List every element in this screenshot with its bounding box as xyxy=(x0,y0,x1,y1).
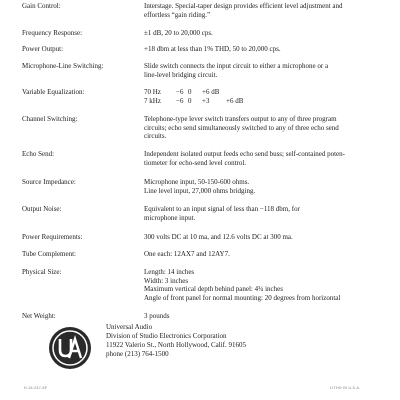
eq-cut: −6 xyxy=(176,96,184,105)
spec-value-line: Angle of front panel for normal mounting: 20 degrees from horizontal xyxy=(144,293,341,302)
eq-frequency: 7 kHz xyxy=(144,96,161,105)
company-division: Division of Studio Electronics Corporation xyxy=(106,332,227,340)
print-code: H-16-247-6F xyxy=(24,386,48,390)
eq-frequency: 70 Hz xyxy=(144,88,161,96)
eq-flat: 0 xyxy=(188,96,192,105)
company-address xyxy=(106,323,246,359)
spec-value xyxy=(144,205,380,222)
spec-value-line: ±1 dB, 20 to 20,000 cps. xyxy=(144,29,213,37)
spec-value-line: Equivalent to an input signal of less than −118 dbm, for xyxy=(144,205,300,213)
spec-label: Power Requirements: xyxy=(22,233,83,241)
spec-value-line: Length: 14 inches xyxy=(144,268,195,276)
spec-value-line: effortless “gain riding.” xyxy=(144,10,211,19)
eq-boost: +3 xyxy=(202,96,210,105)
spec-value xyxy=(144,2,380,19)
spec-label: Power Output: xyxy=(22,45,64,53)
eq-boost-max xyxy=(226,88,256,97)
spec-value-line: 300 volts DC at 10 ma, and 12.6 volts DC at 300 ma. xyxy=(144,233,293,241)
eq-table xyxy=(144,88,380,105)
company-name: Universal Audio xyxy=(106,323,153,331)
spec-value xyxy=(144,178,380,195)
spec-label: Source Impedance: xyxy=(22,178,76,186)
spec-value-line: circuits. xyxy=(144,132,167,140)
spec-value xyxy=(144,233,380,242)
eq-cut: −6 xyxy=(176,88,184,96)
spec-value xyxy=(144,115,380,141)
spec-value-line: Line level input, 27,000 ohms bridging. xyxy=(144,186,256,195)
spec-value-line: Maximum vertical depth behind panel: 4¾ inches xyxy=(144,285,283,293)
spec-label: Tube Complement: xyxy=(22,250,76,258)
spec-value xyxy=(144,250,380,259)
spec-value xyxy=(144,29,380,38)
spec-value-line: Independent isolated output feeds echo send buss; self-contained poten- xyxy=(144,150,345,158)
eq-row xyxy=(144,88,380,97)
litho-note: LITHO IN U.S.A. xyxy=(330,386,361,390)
spec-label: Microphone-Line Switching: xyxy=(22,62,104,70)
spec-value-line: One each: 12AX7 and 12AY7. xyxy=(144,250,230,258)
spec-value xyxy=(144,62,380,79)
company-footer xyxy=(48,323,348,373)
eq-boost: +6 dB xyxy=(202,88,220,96)
spec-value-line: +18 dbm at less than 1% THD, 50 to 20,000 cps. xyxy=(144,45,281,53)
spec-label: Channel Switching: xyxy=(22,115,78,123)
spec-label: Gain Control: xyxy=(22,2,61,10)
spec-label: Variable Equalization: xyxy=(22,88,85,96)
spec-label: Output Noise: xyxy=(22,205,62,213)
spec-label: Physical Size: xyxy=(22,268,62,276)
eq-flat: 0 xyxy=(188,88,192,96)
spec-value-line: circuits; echo send simultaneously switched to any of three echo send xyxy=(144,123,339,132)
spec-value-line: Interstage. Special-taper design provides efficient level adjustment and xyxy=(144,2,343,10)
spec-value-line: Slide switch connects the input circuit to either a microphone or a xyxy=(144,62,329,70)
company-phone: phone (213) 764-1500 xyxy=(106,350,169,358)
spec-value-line: microphone input. xyxy=(144,213,196,222)
spec-value xyxy=(144,268,380,302)
spec-label: Echo Send: xyxy=(22,150,55,158)
eq-boost-max: +6 dB xyxy=(226,96,244,105)
spec-value xyxy=(144,150,380,167)
eq-row xyxy=(144,97,380,106)
ua-logo-icon xyxy=(48,326,92,370)
spec-value-line: Width: 3 inches xyxy=(144,276,189,285)
spec-label: Frequency Response: xyxy=(22,29,83,37)
company-street: 11922 Valerio St., North Hollywood, Calif. 91605 xyxy=(106,341,246,349)
spec-value-line: Microphone input, 50-150-600 ohms. xyxy=(144,178,250,186)
spec-label: Net Weight: xyxy=(22,312,56,320)
spec-value-line: Telephone-type lever switch transfers output to any of three program xyxy=(144,115,337,123)
spec-value-line: tiometer for echo-send level control. xyxy=(144,158,247,167)
spec-value xyxy=(144,312,380,321)
spec-value-line: 3 pounds xyxy=(144,312,170,320)
spec-value-line: line-level bridging circuit. xyxy=(144,70,218,79)
spec-value xyxy=(144,45,380,54)
